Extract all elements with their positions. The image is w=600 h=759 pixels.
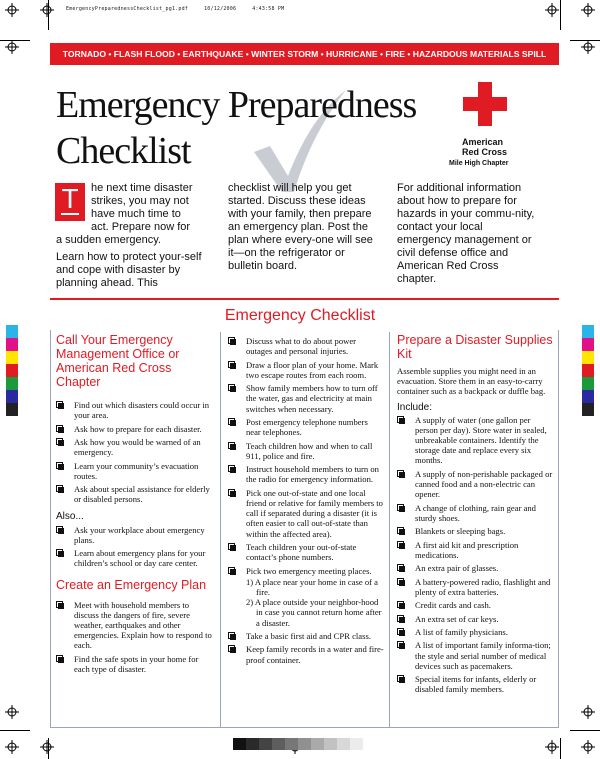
section-divider (50, 298, 559, 300)
checklist-item[interactable]: Pick one out-of-state and one local friend or relative for family members to call if separated during a disaster (it is often easier to call out-of-state than within the affected area). (228, 488, 384, 539)
crop-line (570, 40, 600, 41)
checklist-column-1 (56, 333, 214, 677)
checkbox-icon[interactable] (56, 549, 63, 556)
crop-line (560, 738, 561, 759)
drop-cap (55, 183, 85, 221)
intro-line: he next time disaster (91, 182, 193, 194)
checklist-item[interactable]: A supply of water (one gallon per person per day). Store water in sealed, unbreakable containers. Identify the storage date and replace every six months. (397, 415, 555, 466)
red-cross-icon (463, 82, 507, 131)
checkbox-icon[interactable] (228, 465, 235, 472)
print-header (66, 6, 284, 12)
checklist-item[interactable]: Draw a floor plan of your home. Mark two escape routes from each room. (228, 360, 384, 380)
section-heading-kit: Prepare a Disaster Supplies Kit (397, 333, 553, 361)
checklist-item[interactable]: Teach children how and when to call 911, police and fire. (228, 441, 384, 461)
checklist-item[interactable]: Ask your workplace about emergency plans. (56, 525, 214, 545)
checkbox-icon[interactable] (397, 578, 404, 585)
checklist-item[interactable]: Learn about emergency plans for your children’s school or day care center. (56, 548, 214, 568)
registration-mark-icon (581, 740, 595, 754)
intro-col1-lines (91, 182, 211, 234)
checklist-item[interactable]: Pick two emergency meeting places. 1) A place near your home in case of a fire. 2) A place outside your neighbor-hood in case you cannot return home after a disaster. (228, 566, 384, 628)
checklist-item[interactable]: A list of important family informa-tion; the style and serial number of medical devices such as pacemakers. (397, 640, 555, 671)
checkbox-icon[interactable] (397, 601, 404, 608)
checklist-item[interactable]: Credit cards and cash. (397, 600, 555, 610)
checklist-item[interactable]: Meet with household members to discuss the dangers of fire, severe weather, earthquakes and other emergencies. Explain how to respond to each. (56, 600, 214, 651)
registration-mark-icon (40, 740, 54, 754)
registration-mark-icon (5, 740, 19, 754)
checkbox-icon[interactable] (228, 337, 235, 344)
kit-intro: Assemble supplies you might need in an evacuation. Store them in an easy-to-carry container such as a backpack or duffle bag. (397, 366, 546, 397)
org-name (462, 137, 507, 157)
grayscale-calibration-strip (233, 738, 363, 750)
registration-mark-icon (5, 705, 19, 719)
checklist-item[interactable]: Ask about special assistance for elderly or disabled persons. (56, 484, 214, 504)
crop-line (570, 730, 600, 731)
checklist-item[interactable]: A change of clothing, rain gear and sturdy shoes. (397, 503, 555, 523)
org-name-line2: Red Cross (462, 147, 508, 157)
checklist-column-2 (228, 336, 384, 668)
checklist-item[interactable]: An extra set of car keys. (397, 614, 555, 624)
plan-list-continued (228, 336, 384, 665)
org-chapter: Mile High Chapter (449, 160, 509, 167)
checkbox-icon[interactable] (56, 401, 63, 408)
drop-cap-letter: T (61, 183, 79, 214)
checkbox-icon[interactable] (397, 470, 404, 477)
intro-col2: checklist will help you get started. Discuss these ideas with your family, then prepare an emergency plan. Post the plan where every-one will see it—on the refrigerator or bulletin board. (228, 182, 373, 272)
crop-line (0, 730, 30, 731)
checklist-column-3 (397, 333, 555, 698)
checkbox-icon[interactable] (228, 418, 235, 425)
also-label: Also... (56, 510, 84, 522)
checkbox-icon[interactable] (228, 384, 235, 391)
checkbox-icon[interactable] (228, 543, 235, 550)
checkbox-icon[interactable] (397, 541, 404, 548)
checklist-item[interactable]: Instruct household members to turn on the radio for emergency information. (228, 464, 384, 484)
registration-mark-icon (545, 3, 559, 17)
checklist-item[interactable]: Discuss what to do about power outages and personal injuries. (228, 336, 384, 356)
checkbox-icon[interactable] (56, 438, 63, 445)
intro-line: act. Prepare now for (91, 221, 191, 233)
include-label: Include: (397, 401, 433, 413)
checkbox-icon[interactable] (397, 416, 404, 423)
crop-line (48, 738, 49, 759)
intro-col3: For additional information about how to prepare for hazards in your commu-nity, contact your local emergency management or civil defense office and American Red Cross chapter. (397, 182, 535, 285)
section-heading-plan: Create an Emergency Plan (56, 577, 207, 592)
checkbox-icon[interactable] (397, 564, 404, 571)
checklist-item[interactable]: Ask how to prepare for each disaster. (56, 424, 214, 434)
checkbox-icon[interactable] (56, 485, 63, 492)
org-name-line1: American (462, 137, 504, 147)
checkbox-icon[interactable] (397, 615, 404, 622)
color-calibration-strip (582, 325, 594, 416)
meeting-place-2: 2) A place outside your neighbor-hood in case you cannot return home after a disaster. (246, 597, 382, 628)
column-divider (389, 332, 390, 728)
color-calibration-strip (6, 325, 18, 416)
checkbox-icon[interactable] (228, 489, 235, 496)
registration-mark-icon (5, 40, 19, 54)
checkbox-icon[interactable] (228, 361, 235, 368)
section-heading-call: Call Your Emergency Management Office or American Red Cross Chapter (56, 333, 180, 389)
checklist-item[interactable]: A first aid kit and prescription medications. (397, 540, 555, 560)
checklist-item[interactable]: Keep family records in a water and fire-proof container. (228, 644, 384, 664)
checkbox-icon[interactable] (228, 632, 235, 639)
checkbox-icon[interactable] (397, 628, 404, 635)
checkbox-icon[interactable] (56, 425, 63, 432)
checkbox-icon[interactable] (56, 601, 63, 608)
plan-list (56, 600, 214, 675)
checkbox-icon[interactable] (397, 527, 404, 534)
checkbox-icon[interactable] (228, 567, 235, 574)
checklist-item[interactable]: Teach children your out-of-state contact’s phone numbers. (228, 542, 384, 562)
registration-mark-icon (581, 3, 595, 17)
checklist-item[interactable]: Find out which disasters could occur in your area. (56, 400, 214, 420)
checkbox-icon[interactable] (56, 655, 63, 662)
checklist-title: Emergency Checklist (224, 307, 376, 324)
print-date: 10/12/2006 (204, 6, 237, 12)
intro-line: have much time to (91, 208, 181, 220)
intro-line: strikes, you may not (91, 195, 189, 207)
checklist-item[interactable]: Special items for infants, elderly or disabled family members. (397, 674, 555, 694)
checklist-item[interactable]: Show family members how to turn off the water, gas and electricity at main switches when necessary. (228, 383, 384, 414)
intro-col1-p2: Learn how to protect your-self and cope with disaster by planning ahead. This (56, 251, 202, 289)
supplies-list (397, 415, 555, 695)
crop-line (48, 0, 49, 30)
checklist-item[interactable]: Take a basic first aid and CPR class. (228, 631, 384, 641)
checkbox-icon[interactable] (397, 504, 404, 511)
checklist-item[interactable]: A supply of non-perishable packaged or canned food and a non-electric can opener. (397, 469, 555, 500)
registration-mark-icon (581, 40, 595, 54)
checklist-item[interactable]: Find the safe spots in your home for each type of disaster. (56, 654, 214, 674)
checkbox-icon[interactable] (56, 462, 63, 469)
column-divider (220, 332, 221, 728)
print-filename: EmergencyPreparednessChecklist_pg1.pdf (66, 6, 188, 12)
meeting-place-1: 1) A place near your home in case of a fire. (246, 576, 378, 597)
checklist-item[interactable]: Blankets or sleeping bags. (397, 526, 555, 536)
registration-mark-icon (581, 705, 595, 719)
checkbox-icon[interactable] (397, 641, 404, 648)
checkbox-icon[interactable] (397, 675, 404, 682)
checklist-item[interactable]: Ask how you would be warned of an emergency. (56, 437, 214, 457)
also-list (56, 525, 214, 569)
checklist-item[interactable]: Learn your community’s evacuation routes. (56, 461, 214, 481)
checklist-item[interactable]: A battery-powered radio, flashlight and plenty of extra batteries. (397, 577, 555, 597)
registration-mark-icon (40, 3, 54, 17)
registration-mark-icon (5, 3, 19, 17)
checkbox-icon[interactable] (228, 442, 235, 449)
checklist-item[interactable]: A list of family physicians. (397, 627, 555, 637)
crop-line (0, 40, 30, 41)
page-title-line2: Checklist (56, 130, 191, 172)
print-time: 4:43:58 PM (252, 6, 285, 12)
checkbox-icon[interactable] (56, 526, 63, 533)
registration-mark-icon (545, 740, 559, 754)
intro-col1-end: a sudden emergency. (56, 234, 161, 246)
call-list (56, 400, 214, 505)
crop-line (560, 0, 561, 30)
checkbox-icon[interactable] (228, 645, 235, 652)
hazard-list-banner: TORNADO • FLASH FLOOD • EARTHQUAKE • WINTER STORM • HURRICANE • FIRE • HAZARDOUS MATERIALS SPILL (50, 43, 559, 65)
checklist-item[interactable]: Post emergency telephone numbers near telephones. (228, 417, 384, 437)
checklist-item[interactable]: An extra pair of glasses. (397, 563, 555, 573)
page-title-line1: Emergency Preparedness (56, 84, 417, 126)
